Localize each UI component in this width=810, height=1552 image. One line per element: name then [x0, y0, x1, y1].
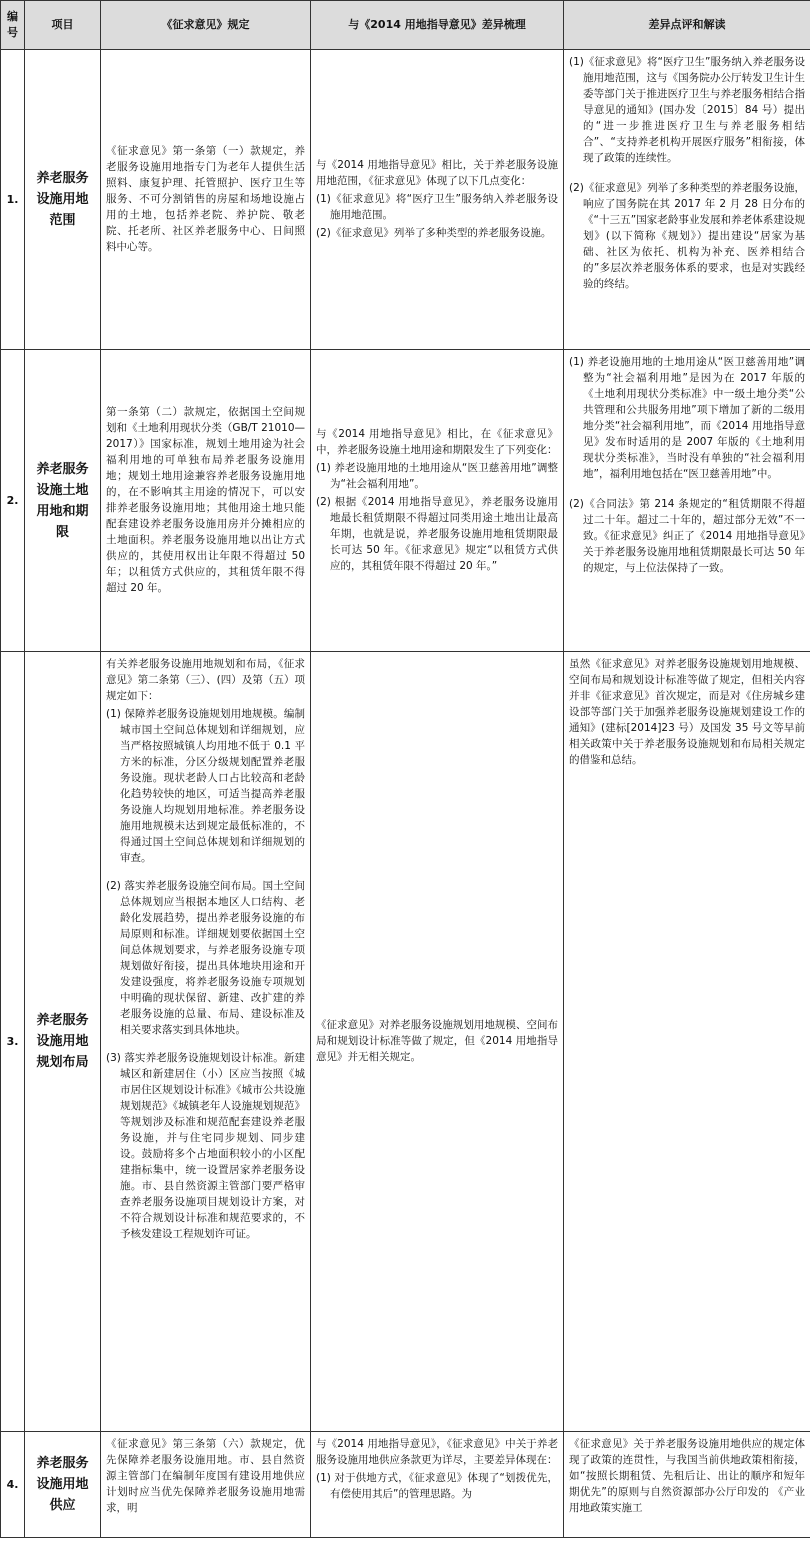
- diff-intro: 与《2014 用地指导意见》相比，关于养老服务设施用地范围，《征求意见》体现了以下几点变化：: [316, 158, 558, 187]
- row-number: 4.: [1, 1432, 25, 1538]
- diff-intro: 与《2014 用地指导意见》相比，在《征求意见》中，养老服务设施土地用途和期限发生了下列变化：: [316, 427, 558, 456]
- row-item: 养老服务设施土地用地和期限: [25, 350, 101, 652]
- header-item: 项目: [25, 1, 101, 50]
- row-number: 3.: [1, 652, 25, 1432]
- rule-intro: 有关养老服务设施用地规划和布局，《征求意见》第二条第（三）、(四）及第（五）项规定如下：: [106, 658, 305, 702]
- diff-point: (1) 养老设施用地的土地用途从“医卫慈善用地”调整为“社会福利用地”。: [316, 461, 558, 490]
- header-num: 编号: [1, 1, 25, 50]
- row-number: 2.: [1, 350, 25, 652]
- diff-intro: 与《2014 用地指导意见》，《征求意见》中关于养老服务设施用地供应条款更为详尽，主要差异体现在：: [316, 1438, 558, 1466]
- rule-cell: [101, 350, 311, 652]
- review-point: (1) 养老设施用地的土地用途从“医卫慈善用地”调整为“社会福利用地”是因为在 2017 年版的《土地利用现状分类标准》中一级土地分类“公共管理和公共服务用地”项下增加了新的二级用地分类“社会福利用地”，而《2014 用地指导意见》发布时适用的是 2007 年版的《土地利用现状分类标准》，当时没有单独的“社会福利用地”，福利用地包括在“医卫慈善用地”中。: [569, 356, 805, 480]
- rule-cell: [101, 1432, 311, 1538]
- rule-cell: [101, 652, 311, 1432]
- rule-point: (1) 保障养老服务设施规划用地规模。编制城市国土空间总体规划和详细规划，应当严格按照城镇人均用地不低于 0.1 平方米的标准，分区分级规划配置养老服务设施。现状老龄人口占比较高和老龄化趋势较快的地区，可适当提高养老服务设施人均规划用地标准。养老服务设施用地规模未达到规定最低标准的，不得通过国土空间总体规划和详细规划的审查。: [106, 708, 305, 864]
- diff-point: (1) 对于供地方式，《征求意见》体现了“划拨优先，有偿使用其后”的管理思路。为: [316, 1472, 558, 1500]
- review-cell: [564, 50, 810, 350]
- review-cell: [564, 652, 810, 1432]
- review-point: (2)《合同法》第 214 条规定的“租赁期限不得超过二十年。超过二十年的，超过部分无效”不一致。《征求意见》纠正了《2014 用地指导意见》关于养老服务设施用地租赁期限最长可达 50 年的规定，与上位法保持了一致。: [569, 498, 805, 574]
- diff-cell: [311, 1432, 564, 1538]
- row-number: 1.: [1, 50, 25, 350]
- diff-point: (2) 根据《2014 用地指导意见》，养老服务设施用地最长租赁期限不得超过同类用途土地出让最高年期，也就是说，养老服务设施用地租赁期限最长可达 50 年。《征求意见》规定“以租赁方式供应的，其租赁年限不得超过 20 年。”: [316, 495, 558, 572]
- review-text: 《征求意见》关于养老服务设施用地供应的规定体现了政策的连贯性，与我国当前供地政策相衔接，如“按照长期租赁、先租后让、出让的顺序和短年期优先”的原则与自然资源部办公厅印发的 《产业用地政策实施工: [569, 1438, 805, 1514]
- review-cell: [564, 350, 810, 652]
- row-item: 养老服务设施用地规划布局: [25, 652, 101, 1432]
- review-point: (1)《征求意见》将“医疗卫生”服务纳入养老服务设施用地范围，这与《国务院办公厅转发卫生计生委等部门关于推进医疗卫生与养老服务相结合指导意见的通知》(国办发〔2015〕84 号）提出的“进一步推进医疗卫生与养老服务相结合”、“支持养老机构开展医疗服务”相衔接，体现了政策的连续性。: [569, 56, 805, 164]
- row-item: 养老服务设施用地供应: [25, 1432, 101, 1538]
- review-point: (2)《征求意见》列举了多种类型的养老服务设施，响应了国务院在其 2017 年 2 月 28 日分布的《“十三五”国家老龄事业发展和养老体系建设规划》(以下简称《规划》）提出建设“居家为基础、社区为依托、机构为补充、医养相结合的”多层次养老服务体系的要求，也是对实践经验的终结。: [569, 182, 805, 290]
- header-diff: 与《2014 用地指导意见》差异梳理: [311, 1, 564, 50]
- rule-text: 第一条第（二）款规定，依据国土空间规划和《土地利用现状分类（GB/T 21010—2017）》国家标准，规划土地用途为社会福利用地的可单独布局养老服务设施用地；规划土地用途兼容养老服务设施用地的，在不影响其主用途的情况下，可以安排养老服务设施用地；其他用途土地只能配套建设养老服务设施用房并分摊相应的土地面积。养老服务设施用地以出让方式供应的，其使用权出让年限不得超过 50 年；以租赁方式供应的，其租赁年限不得超过 20 年。: [106, 405, 305, 594]
- header-rule: 《征求意见》规定: [101, 1, 311, 50]
- diff-text: 《征求意见》对养老服务设施规划用地规模、空间布局和规划设计标准等做了规定，但《2014 用地指导意见》并无相关规定。: [316, 1018, 558, 1063]
- header-row: [1, 1, 810, 50]
- table-row: [1, 652, 810, 1432]
- diff-cell: [311, 652, 564, 1432]
- rule-point: (2) 落实养老服务设施空间布局。国土空间总体规划应当根据本地区人口结构、老龄化发展趋势，提出养老服务设施的布局原则和标准。详细规划要依据国土空间总体规划要求，与养老服务设施专项规划做好衔接，提出具体地块用途和开发建设强度，将养老服务设施专项规划中明确的现状保留、新建、改扩建的养老服务设施的总量、布局、建设标准及相关要求落实到具体地块。: [106, 880, 305, 1036]
- rule-cell: [101, 50, 311, 350]
- review-text: 虽然《征求意见》对养老服务设施规划用地规模、空间布局和规划设计标准等做了规定，但相关内容并非《征求意见》首次规定，而是对《住房城乡建设部等部门关于加强养老服务设施规划建设工作的通知》(建标[2014]23 号）及国发 35 号文等早前相关政策中关于养老服务设施规划和布局相关规定的借鉴和总结。: [569, 658, 805, 766]
- diff-point: (1)《征求意见》将“医疗卫生”服务纳入养老服务设施用地范围。: [316, 192, 558, 221]
- table-row: [1, 50, 810, 350]
- rule-text: 《征求意见》第三条第（六）款规定，优先保障养老服务设施用地。市、县自然资源主管部门在编制年度国有建设用地供应计划时应当优先保障养老服务设施用地需求，明: [106, 1438, 305, 1514]
- rule-text: 《征求意见》第一条第（一）款规定，养老服务设施用地指专门为老年人提供生活照料、康复护理、托管照护、医疗卫生等服务、不可分割销售的房屋和场地设施占用的土地，包括养老院、养护院、敬老院、托老所、社区养老服务中心、日间照料中心等。: [106, 144, 305, 253]
- table-row: [1, 1432, 810, 1538]
- diff-cell: [311, 350, 564, 652]
- table-row: [1, 350, 810, 652]
- rule-point: (3) 落实养老服务设施规划设计标准。新建城区和新建居住（小）区应当按照《城市居住区规划设计标准》《城市公共设施规划规范》《城镇老年人设施规划规范》等规划涉及标准和规范配套建设养老服务设施，并与住宅同步规划、同步建设。鼓励将多个占地面积较小的小区配建指标集中，统一设置居家养老服务设施。市、县自然资源主管部门要严格审查养老服务设施项目规划设计方案，对不符合规划设计标准和规范要求的，不予核发建设工程规划许可证。: [106, 1052, 305, 1240]
- header-review: 差异点评和解读: [564, 1, 810, 50]
- diff-cell: [311, 50, 564, 350]
- row-item: 养老服务设施用地范围: [25, 50, 101, 350]
- diff-point: (2)《征求意见》列举了多种类型的养老服务设施。: [316, 226, 552, 239]
- review-cell: [564, 1432, 810, 1538]
